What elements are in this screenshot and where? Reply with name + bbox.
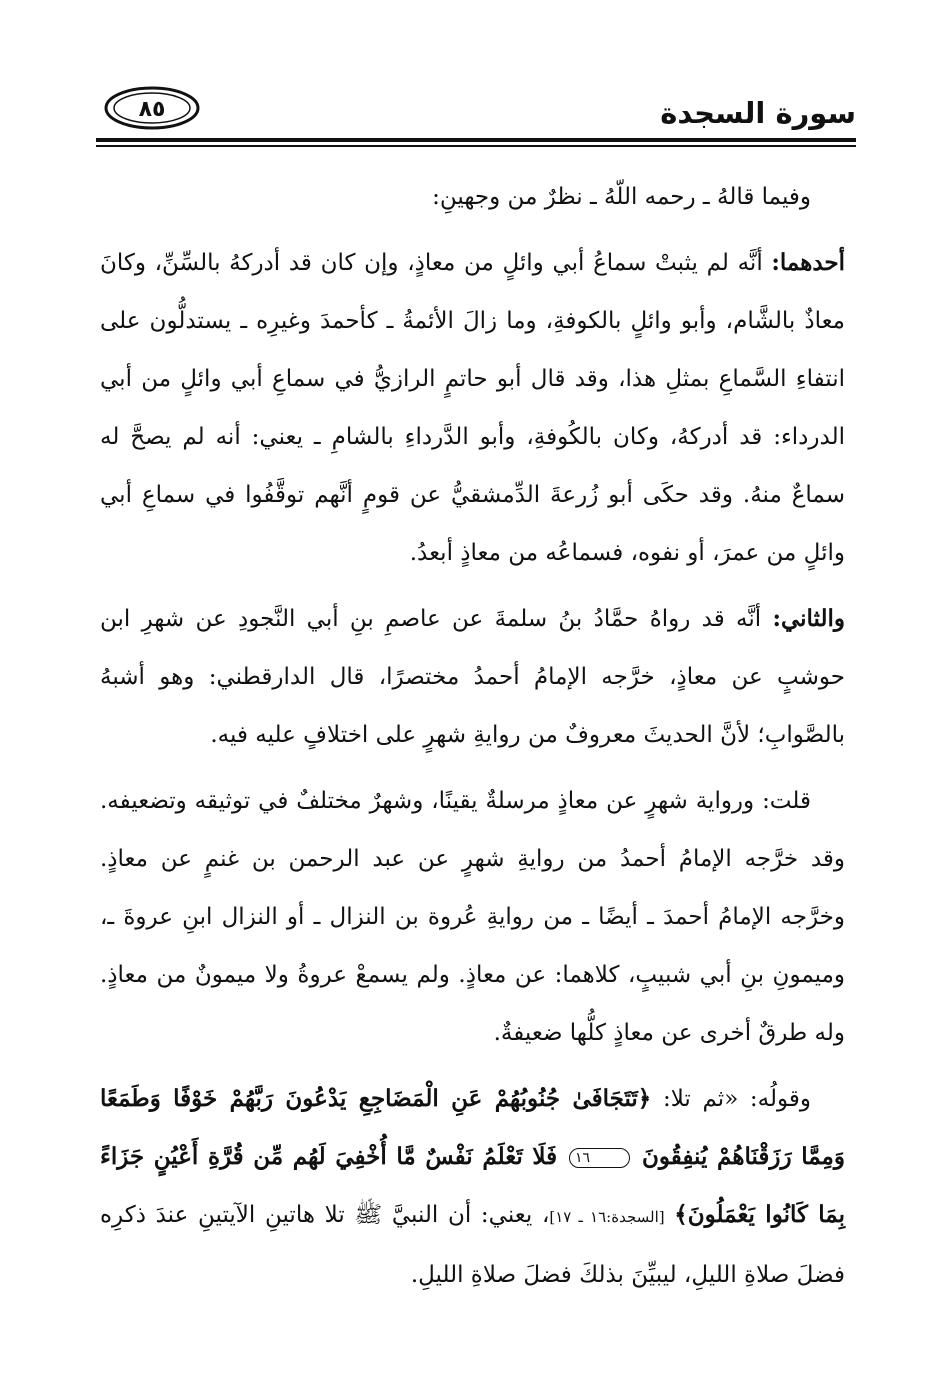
page-number-badge xyxy=(104,86,200,130)
paragraph-text: ورواية شهرٍ عن معاذٍ مرسلةٌ يقينًا، وشهرٌ مختلفٌ في توثيقه وتضعيفه. وقد خرَّجه الإمامُ أحمدُ من روايةِ شهرٍ عن عبد الرحمن بن غنمٍ عن معاذٍ. وخرَّجه الإمامُ أحمدَ ـ أيضًا ـ من روايةِ عُروة بن النزال ـ أو النزال ابنِ عروةَ ـ، وميمونِ بنِ أبي شبيبٍ، كلاهما: عن معاذٍ. ولم يسمعْ عروةُ ولا ميمونٌ من معاذٍ. وله طرقٌ أخرى عن معاذٍ كلُّها ضعيفةٌ. xyxy=(100,788,845,1046)
paragraph-text: أنَّه لم يثبتْ سماعُ أبي وائلٍ من معاذٍ، وإن كان قد أدركهُ بالسِّنِّ، وكانَ معاذٌ بالشَّام، وأبو وائلٍ بالكوفةِ، وما زالَ الأئمةُ ـ كأحمدَ وغيرِه ـ يستدلُّون على انتفاءِ السَّماعِ بمثلِ هذا، وقد قال أبو حاتمٍ الرازيُّ في سماعِ أبي وائلٍ من أبي الدرداء: قد أدركهُ، وكان بالكُوفةِ، وأبو الدَّرداءِ بالشامِ ـ يعني: أنه لم يصحَّ له سماعٌ منهُ. وقد حكَى أبو زُرعةَ الدِّمشقيُّ عن قومٍ أنَّهم توقَّفُوا في سماعِ أبي وائلٍ من عمرَ، أو نفوه، فسماعُه من معاذٍ أبعدُ. xyxy=(100,250,845,566)
paragraph-note xyxy=(100,772,845,1062)
paragraph-first-aspect xyxy=(100,234,845,582)
paragraph-text: أنَّه قد رواهُ حمَّادُ بنُ سلمةَ عن عاصمِ بنِ أبي النَّجودِ عن شهرِ ابن حوشبٍ عن معاذٍ، خرَّجه الإمامُ أحمدُ مختصرًا، قال الدارقطني: وهو أشبهُ بالصَّوابِ؛ لأنَّ الحديثَ معروفٌ من روايةِ شهرٍ على اختلافٍ عليه فيه. xyxy=(100,606,845,748)
header-rule xyxy=(96,138,856,147)
paragraph-second-aspect xyxy=(100,590,845,764)
quran-verse-part-a: ﴿تَتَجَافَىٰ جُنُوبُهُمْ عَنِ الْمَضَاجِعِ يَدْعُونَ رَبَّهُمْ خَوْفًا وَطَمَعًا وَمِمَّا رَزَقْنَاهُمْ يُنفِقُونَ xyxy=(100,1085,845,1170)
page-header xyxy=(96,78,856,140)
verse-reference: [السجدة:١٦ ـ ١٧] xyxy=(549,1208,665,1226)
paragraph-text: ، يعني: أن النبيَّ ﷺ تلا هاتينِ الآيتينِ عندَ ذكرِه فضلَ صلاةِ الليلِ، ليبيِّنَ بذلكَ فضلَ صلاةِ الليلِ. xyxy=(100,1202,845,1288)
paragraph-lead: قلت: xyxy=(762,788,812,814)
intro-paragraph: وفيما قالهُ ـ رحمه اللّهُ ـ نظرٌ من وجهينِ: xyxy=(432,184,811,210)
quran-verse-part-b: فَلَا تَعْلَمُ نَفْسٌ مَّا أُخْفِيَ لَهُم مِّن قُرَّةِ أَعْيُنٍ جَزَاءً بِمَا كَانُوا يَعْمَلُونَ﴾ xyxy=(100,1143,846,1228)
ayah-number-marker: ١٦ xyxy=(569,1148,630,1168)
page-body xyxy=(100,168,845,1304)
surah-title: سورة السجدة xyxy=(660,96,856,130)
paragraph-text: وقولُه: «ثم تلا: xyxy=(662,1086,811,1112)
paragraph-lead: أحدهما: xyxy=(771,249,846,276)
paragraph-lead: والثاني: xyxy=(772,605,845,632)
paragraph-verse xyxy=(100,1070,845,1304)
page-number: ٨٥ xyxy=(138,97,166,122)
